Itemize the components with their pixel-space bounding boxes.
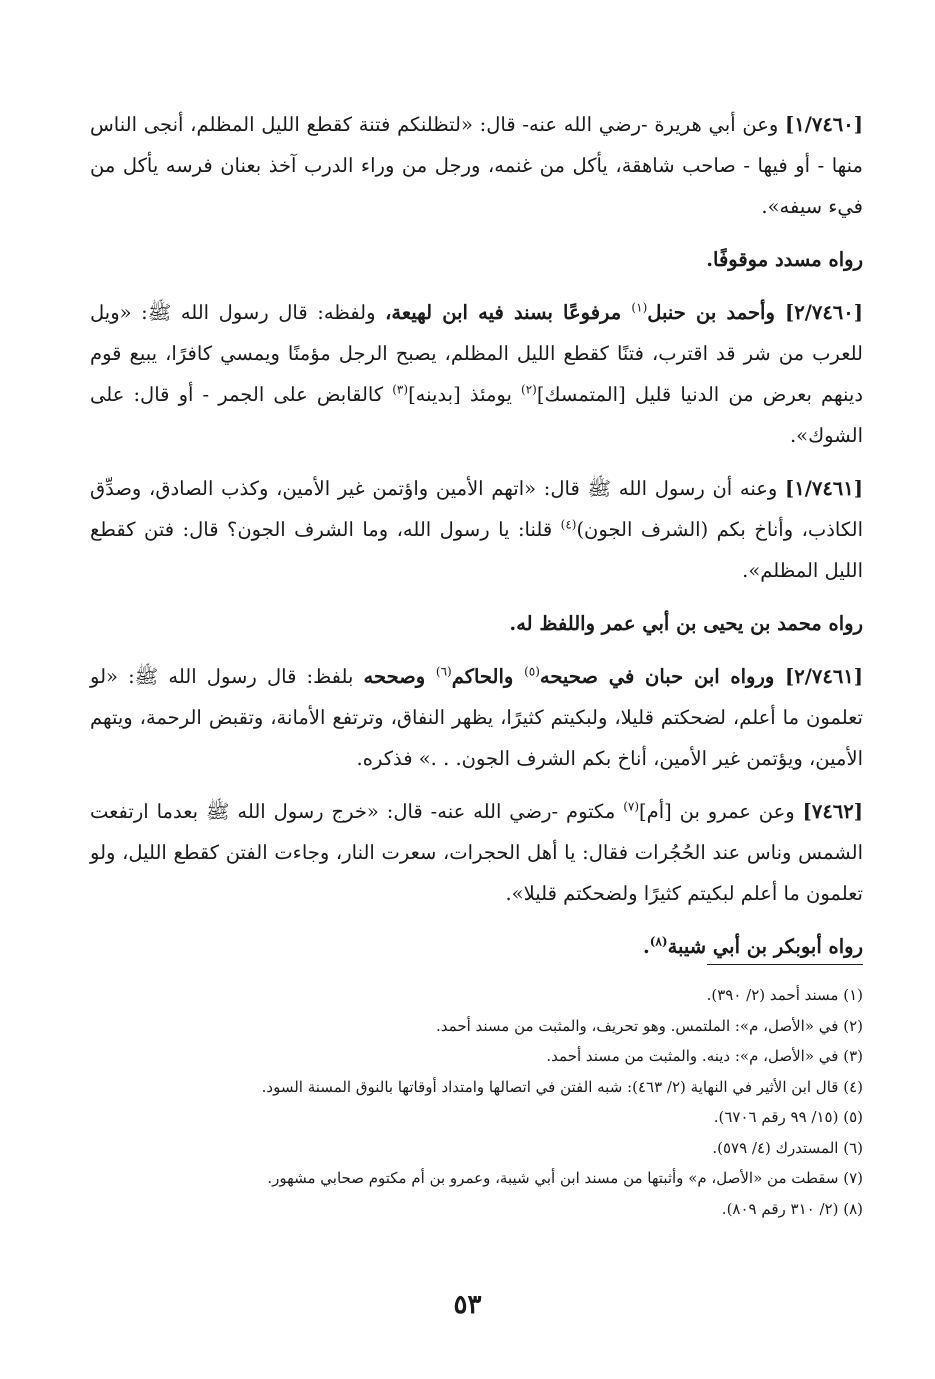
footnote-marker: (٥) <box>524 664 540 679</box>
footnote-6: (٦) المستدرك (٤/ ٥٧٩). <box>712 1138 863 1157</box>
hadith-text: يومئذ [بدينه] <box>408 383 522 406</box>
footnote-marker: (٨) <box>649 934 668 949</box>
hadith-text: قلنا: يا رسول الله، وما الشرف الجون؟ قال: فتن كقطع الليل المظلم». <box>90 518 863 582</box>
footnote-4: (٤) قال ابن الأثير في النهاية (٢/ ٤٦٣): شبه الفتن في اتصالها وامتداد أوقاتها بالنوق المسنة السود. <box>261 1077 863 1096</box>
page-number: ٥٣ <box>453 1290 482 1320</box>
footnote-5: (٥) (١٥/ ٩٩ رقم ٦٧٠٦). <box>713 1108 863 1126</box>
footnote-marker: (٣) <box>392 382 409 397</box>
footnote-3: (٣) في «الأصل، م»: دينه. والمثبت من مسند أحمد. <box>546 1047 863 1065</box>
hadith-7461-2 <box>90 656 863 779</box>
footnote-marker: (٢) <box>521 382 537 397</box>
footnote-marker: (١) <box>631 300 648 315</box>
main-text <box>90 104 863 979</box>
hadith-text: بلفظ: قال رسول الله ﷺ: «لو تعلمون ما أعلم، لضحكتم قليلا، ولبكيتم كثيرًا، يظهر النفاق، وترتفع الأمانة، وتقبض الرحمة، ويتهم الأمين، ويؤتمن غير الأمين، أناخ بكم الشرف الجون. . .» فذكره. <box>90 665 863 770</box>
hadith-text: كالقابض على الجمر - أو قال: على الشوك». <box>90 383 863 447</box>
hadith-7461-1 <box>90 468 863 591</box>
hadith-ref: [٢/٧٤٦١] ورواه ابن حبان في صحيحه <box>539 665 864 688</box>
attribution-musaddad: رواه مسدد موقوفًا. <box>706 248 863 271</box>
grading: وصححه <box>363 665 436 688</box>
hadith-ref: [٢/٧٤٦٠] وأحمد بن حنبل <box>647 301 863 324</box>
footnote-8: (٨) (٢/ ٣١٠ رقم ٨٠٩). <box>721 1199 863 1218</box>
hadith-text: وعن عمرو بن [أم] <box>639 800 803 823</box>
attribution-ibn-abi-shaybah <box>90 926 863 967</box>
hadith-text: وعن أبي هريرة -رضي الله عنه- قال: «لتظلنكم فتنة كقطع الليل المظلم، أنجى الناس منها - أو فيها - صاحب شاهقة، يأكل من غنمه، ورجل من وراء الدرب آخذ بعنان فرسه يأكل من فيء سيفه». <box>90 113 863 218</box>
footnote-7: (٧) سقطت من «الأصل، م» وأثبتها من مسند ابن أبي شيبة، وعمرو بن أم مكتوم صحابي مشهور. <box>267 1169 863 1187</box>
footnote-separator <box>707 964 863 965</box>
hadith-text: مكتوم -رضي الله عنه- قال: «خرج رسول الله ﷺ بعدما ارتفعت الشمس وناس عند الحُجُرات فقال: يا أهل الحجرات، سعرت النار، وجاءت الفتن كقطع الليل، ولو تعلمون ما أعلم لبكيتم كثيرًا ولضحكتم قليلا». <box>90 800 863 905</box>
hadith-text: ولفظه: قال رسول الله ﷺ: «ويل للعرب من شر قد اقترب، فتنًا كقطع الليل المظلم، يصبح الرجل مؤمنًا ويمسي كافرًا، يبيع قوم دينهم بعرض من الدنيا قليل [المتمسك] <box>90 301 863 406</box>
hadith-ref: [١/٧٤٦٠] <box>785 113 863 136</box>
footnote-2: (٢) في «الأصل، م»: الملتمس. وهو تحريف، والمثبت من مسند أحمد. <box>436 1016 863 1035</box>
footnotes <box>90 980 863 1224</box>
hadith-ref: [١/٧٤٦١] <box>785 477 863 500</box>
hadith-7460-1 <box>90 104 863 227</box>
attribution-ibn-abi-umar: رواه محمد بن يحيى بن أبي عمر واللفظ له. <box>509 612 863 635</box>
footnote-marker: (٦) <box>435 664 452 679</box>
isnad-note: مرفوعًا بسند فيه ابن لهيعة، <box>385 301 632 324</box>
hadith-7460-2 <box>90 292 863 456</box>
source-name: والحاكم <box>451 665 525 688</box>
attribution-text: رواه أبوبكر بن أبي شيبة <box>667 935 863 958</box>
footnote-1: (١) مسند أحمد (٢/ ٣٩٠). <box>706 986 863 1004</box>
hadith-text: وعنه أن رسول الله ﷺ قال: «اتهم الأمين واؤتمن غير الأمين، وكذب الصادق، وصدِّق الكاذب، وأناخ بكم (الشرف الجون) <box>90 477 863 541</box>
hadith-ref: [٧٤٦٢] <box>802 800 863 823</box>
attribution-end: . <box>642 935 650 958</box>
footnote-marker: (٤) <box>560 517 577 532</box>
footnote-marker: (٧) <box>623 799 640 814</box>
hadith-7462 <box>90 791 863 914</box>
